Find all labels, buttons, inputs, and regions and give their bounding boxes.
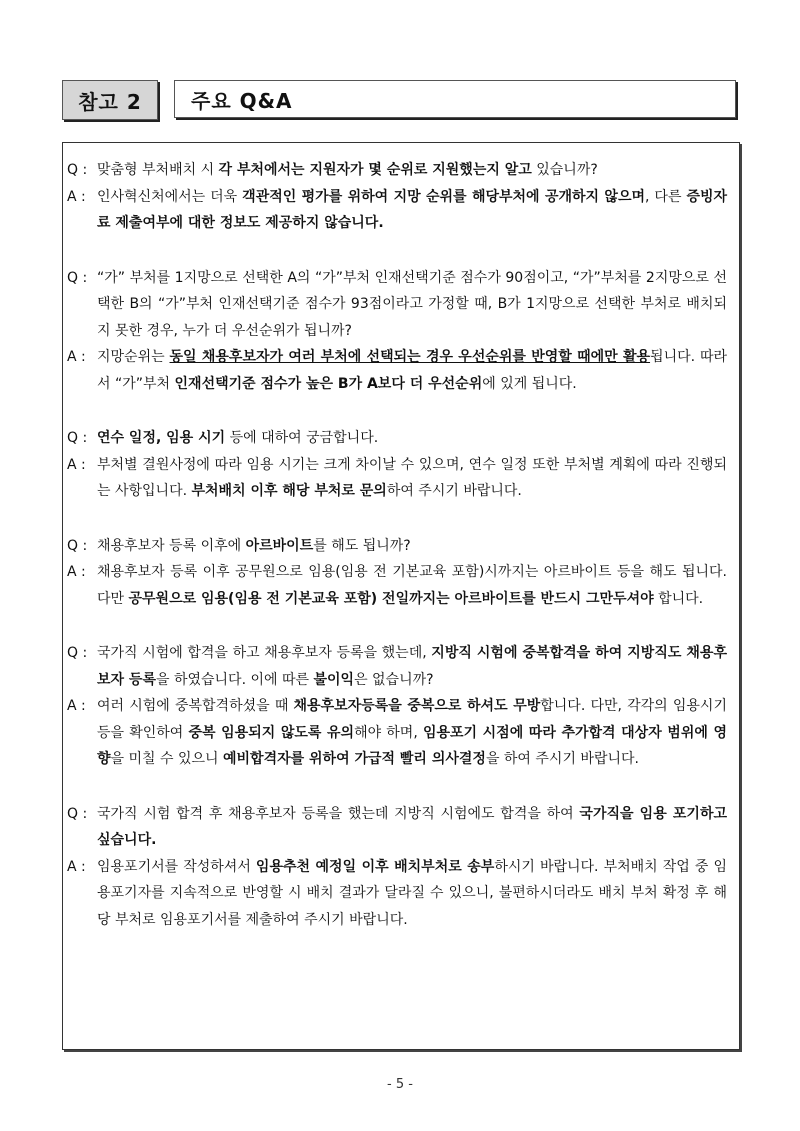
text-segment: 불이익	[313, 671, 355, 688]
answer	[67, 184, 727, 237]
text-segment: 부처배치 이후 해당 부처로 문의	[191, 483, 387, 499]
text-segment: 국가직 시험 합격 후 채용후보자 등록을 했는데 지방직 시험에도 합격을 하여	[97, 805, 580, 822]
text-segment: 채용후보자등록을 중복으로 하셔도 무방	[293, 698, 541, 714]
answer-text	[97, 559, 727, 612]
question	[67, 533, 727, 560]
question	[67, 265, 727, 345]
answer-mark: A :	[67, 564, 86, 580]
text-segment: 증빙자료 제출여부에 대한 정보도 제공하지 않습니다.	[97, 188, 728, 231]
qa-item	[67, 640, 727, 773]
answer-mark: A :	[67, 188, 86, 205]
answer-mark: A :	[67, 349, 86, 365]
answer	[67, 344, 727, 397]
question-mark: Q :	[67, 430, 88, 446]
text-segment: 연수 일정, 임용 시기	[97, 430, 226, 446]
answer	[67, 854, 727, 934]
text-segment: 을 미칠 수 있으니	[110, 751, 223, 767]
question-mark: Q :	[67, 805, 88, 822]
text-segment: 여러 시험에 중복합격하셨을 때	[97, 698, 294, 714]
question-text	[97, 157, 727, 184]
qa-item	[67, 425, 727, 505]
text-segment: 임용추천 예정일 이후 배치부처로 송부	[255, 858, 495, 875]
question-mark: Q :	[67, 162, 88, 178]
question	[67, 157, 727, 184]
answer	[67, 559, 727, 612]
text-segment: 채용후보자 등록 이후에	[97, 537, 246, 554]
text-segment: , 다른	[645, 188, 687, 205]
question-text	[97, 533, 727, 560]
text-segment: 해야 하며,	[354, 724, 423, 741]
text-segment: 하여 주시기 바랍니다.	[386, 483, 522, 499]
text-segment: 공무원으로 임용(임용 전 기본교육 포함) 전일까지는 아르바이트를 반드시 그만두셔야	[128, 590, 654, 607]
answer	[67, 452, 727, 505]
text-segment: 하시기 바랍니다. 부처배치 작업 중 임용포기자를 지속적으로 반영할 시 배치 결과가 달라질 수 있으니, 불편하시더라도 배치 부처 확정 후 해당 부처로 임용포기서를 제출하여 주시기 바랍니다.	[97, 858, 727, 928]
reference-tag: 참고 2	[62, 80, 158, 120]
text-segment: 에 있게 됩니다.	[482, 375, 577, 392]
question-mark: Q :	[67, 537, 88, 554]
question-mark: Q :	[67, 645, 88, 661]
question-text	[97, 425, 727, 452]
text-segment: “가” 부처를 1지망으로 선택한 A의 “가”부처 인재선택기준 점수가 90점이고, “가”부처를 2지망으로 선택한 B의 “가”부처 인재선택기준 점수가 93점이라고 가정할 때, B가 1지망으로 선택한 부처로 배치되지 못한 경우, 누가 더 우선순위가 됩니까?	[97, 269, 727, 339]
text-segment: 을 하였습니다. 이에 따른	[155, 671, 314, 688]
qa-item	[67, 533, 727, 613]
answer	[67, 693, 727, 773]
text-segment: 를 해도 됩니까?	[313, 537, 411, 554]
text-segment: 지망순위는	[97, 349, 170, 365]
answer-text	[97, 854, 727, 934]
question-text	[97, 265, 727, 345]
text-segment: 동일 채용후보자가 여러 부처에 선택되는 경우 우선순위를 반영할 때에만 활용	[169, 349, 651, 365]
answer-text	[97, 344, 727, 397]
text-segment: 을 하여 주시기 바랍니다.	[485, 751, 639, 767]
question	[67, 425, 727, 452]
text-segment: 아르바이트	[245, 537, 314, 554]
question-text	[97, 640, 727, 693]
text-segment: 임용포기서를 작성하셔서	[97, 858, 256, 875]
text-segment: 임용포기 시점에 따라 추가합격 대상자 범위에 영향	[97, 724, 728, 767]
text-segment: 인사혁신처에서는 더욱	[97, 188, 243, 205]
qa-item	[67, 801, 727, 934]
answer-mark: A :	[67, 456, 86, 473]
question	[67, 801, 727, 854]
text-segment: 국가직을 임용 포기하고 싶습니다.	[97, 805, 727, 848]
qa-item	[67, 265, 727, 398]
text-segment: 부처별 결원사정에 따라 임용 시기는 크게 차이날 수 있으며, 연수 일정 또한 부처별 계획에 따라 진행되는 사항입니다.	[97, 456, 727, 499]
text-segment: 객관적인 평가를 위하여 지망 순위를 해당부처에 공개하지 않으며	[242, 188, 646, 205]
text-segment: 지방직 시험에 중복합격을 하여 지방직도 채용후보자 등록	[97, 645, 727, 688]
text-segment: 등에 대하여 궁금합니다.	[225, 430, 379, 446]
text-segment: 합니다.	[653, 590, 704, 607]
answer-text	[97, 693, 727, 773]
text-segment: 합니다. 다만, 각각의 임용시기 등을 확인하여	[97, 698, 727, 741]
text-segment: 채용후보자 등록 이후 공무원으로 임용(임용 전 기본교육 포함)시까지는 아르바이트 등을 해도 됩니다. 다만	[97, 564, 727, 607]
text-segment: 국가직 시험에 합격을 하고 채용후보자 등록을 했는데,	[97, 645, 432, 661]
text-segment: 인재선택기준 점수가 높은 B가 A보다 더 우선순위	[174, 375, 483, 392]
qa-panel	[62, 142, 740, 1050]
qa-item	[67, 157, 727, 237]
text-segment: 각 부처에서는 지원자가 몇 순위로 지원했는지 알고	[218, 162, 532, 178]
page-title: 주요 Q&A	[174, 80, 736, 118]
text-segment: 중복 임용되지 않도록 유의	[188, 724, 355, 741]
text-segment: 있습니까?	[531, 162, 598, 178]
answer-mark: A :	[67, 858, 86, 875]
text-segment: 은 없습니까?	[354, 671, 434, 688]
text-segment: 예비합격자를 위하여 가급적 빨리 의사결정	[223, 751, 486, 767]
answer-text	[97, 184, 727, 237]
answer-text	[97, 452, 727, 505]
question	[67, 640, 727, 693]
question-text	[97, 801, 727, 854]
question-mark: Q :	[67, 269, 88, 286]
answer-mark: A :	[67, 698, 86, 714]
text-segment: 됩니다. 따라서 “가”부처	[97, 349, 727, 392]
text-segment: 맞춤형 부처배치 시	[97, 162, 219, 178]
page-number: - 5 -	[387, 1077, 413, 1092]
